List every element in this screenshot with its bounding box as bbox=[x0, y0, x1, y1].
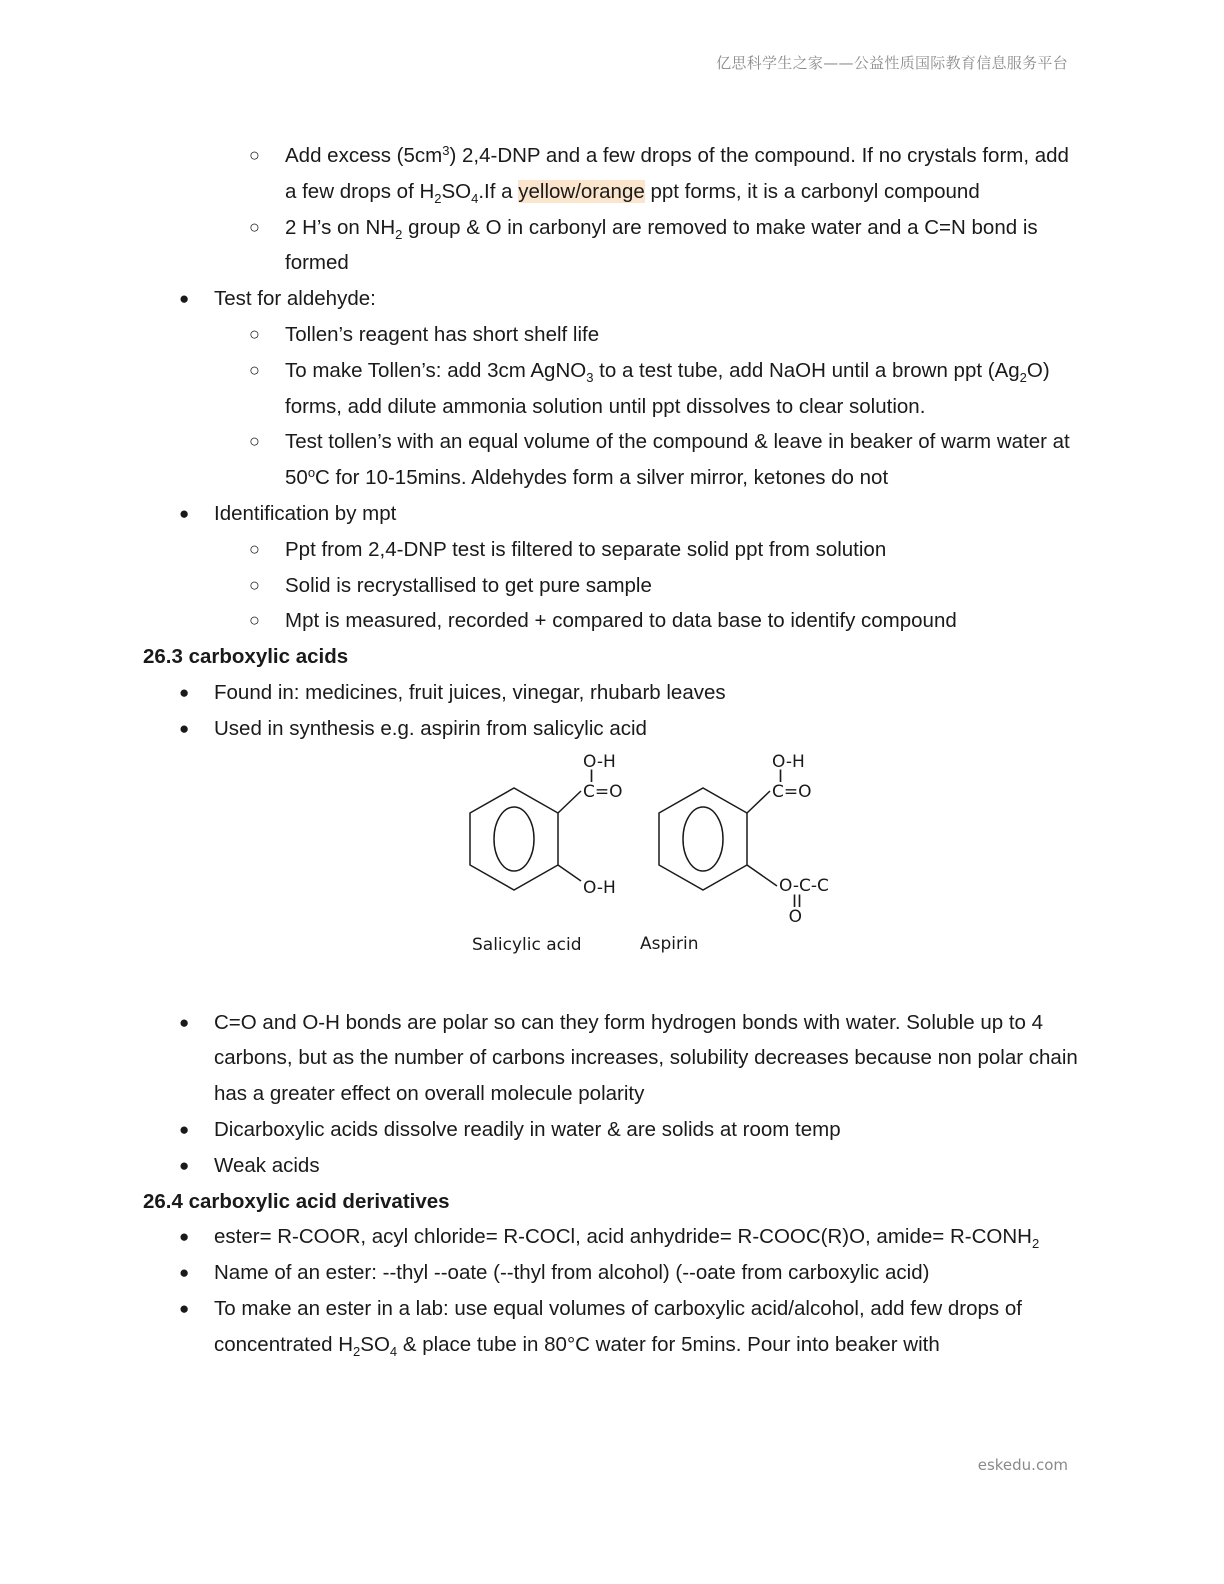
benzene-ring bbox=[659, 788, 747, 890]
filled-bullet: ● bbox=[179, 1155, 190, 1175]
hollow-bullet: ○ bbox=[249, 216, 260, 237]
o-label: O bbox=[788, 906, 802, 927]
section-heading-26-3: 26.3 carboxylic acids bbox=[143, 645, 349, 669]
dnp-mechanism-note: ○ 2 H’s on $NH_2$ group & O in carbonyl are removed to make water and a C=N bond is formed bbox=[143, 210, 1083, 282]
derivative-item: ● ester= R-COOR, acyl chloride= R-COCl, acid anhydride= R-COOC(R)O, amide= $R-CONH_2$ bbox=[143, 1219, 1083, 1255]
filled-bullet: ● bbox=[179, 1119, 190, 1139]
mpt-item: ○ Solid is recrystallised to get pure sample bbox=[143, 568, 1083, 604]
oh-label: O-H bbox=[583, 877, 616, 898]
oh-label: O-H bbox=[772, 751, 805, 772]
filled-bullet: ● bbox=[179, 682, 190, 702]
hollow-bullet: ○ bbox=[249, 359, 260, 380]
bond-label: I bbox=[589, 766, 595, 787]
aldehyde-item: ○ Test tollen’s with an equal volume of the compound & leave in beaker of warm water at 50$^o$C for 10-15mins. Aldehydes form a silver mirror, ketones do not bbox=[143, 424, 1083, 496]
bond-line bbox=[558, 791, 581, 813]
bond-label: I bbox=[778, 766, 784, 787]
salicylic-caption: Salicylic acid bbox=[472, 934, 582, 955]
carboxylic-item: ● Weak acids bbox=[143, 1148, 1083, 1184]
hollow-bullet: ○ bbox=[249, 145, 260, 165]
filled-bullet: ● bbox=[179, 1298, 190, 1318]
salicylic-acid-structure bbox=[470, 752, 623, 955]
footer-site: eskedu.com bbox=[977, 1456, 1068, 1474]
aldehyde-test-title: ● Test for aldehyde: bbox=[143, 281, 1083, 317]
header-watermark: 亿思科学生之家——公益性质国际教育信息服务平台 bbox=[716, 54, 1068, 72]
filled-bullet: ● bbox=[179, 289, 190, 309]
derivative-item: ● Name of an ester: --thyl --oate (--thyl from alcohol) (--oate from carboxylic acid) bbox=[143, 1255, 1083, 1291]
aromatic-circle bbox=[494, 807, 534, 871]
filled-bullet: ● bbox=[179, 1227, 190, 1247]
hollow-bullet: ○ bbox=[249, 538, 260, 559]
bond-line bbox=[558, 865, 581, 881]
bond-line bbox=[747, 791, 770, 813]
hollow-bullet: ○ bbox=[249, 323, 260, 344]
dnp-test-step: ○ Add excess $(5cm^3)$ 2,4-DNP and a few drops of the compound. If no crystals form, add a few drops of $H_2SO_4.If$ a yellow/orange ppt forms, it is a carbonyl compound bbox=[143, 138, 1083, 210]
co-label: C=O bbox=[583, 781, 623, 802]
carboxylic-item: ● Found in: medicines, fruit juices, vinegar, rhubarb leaves bbox=[143, 675, 1083, 711]
aldehyde-item: ○ To make Tollen’s: add 3cm AgNO$_3$ to a test tube, add NaOH until a brown ppt $(Ag_2O)$ forms, add dilute ammonia solution until ppt dissolves to clear solution. bbox=[143, 353, 1083, 425]
aldehyde-item: ○ Tollen’s reagent has short shelf life bbox=[143, 317, 1083, 353]
hollow-bullet: ○ bbox=[249, 574, 260, 595]
oh-label: O-H bbox=[583, 751, 616, 772]
aromatic-circle bbox=[683, 807, 723, 871]
aspirin-caption: Aspirin bbox=[640, 933, 699, 954]
highlighted-text: yellow/orange bbox=[518, 179, 645, 203]
filled-bullet: ● bbox=[179, 1263, 190, 1283]
hollow-bullet: ○ bbox=[249, 431, 260, 452]
structure-diagram bbox=[413, 751, 829, 983]
mpt-item: ○ Mpt is measured, recorded + compared to data base to identify compound bbox=[143, 603, 1083, 639]
filled-bullet: ● bbox=[179, 1012, 190, 1032]
carboxylic-item: ● Dicarboxylic acids dissolve readily in water & are solids at room temp bbox=[143, 1112, 1083, 1148]
carboxylic-item: ● Used in synthesis e.g. aspirin from salicylic acid bbox=[143, 711, 1083, 747]
hollow-bullet: ○ bbox=[249, 610, 260, 631]
occ-label: O-C-C bbox=[779, 875, 829, 896]
aspirin-structure bbox=[640, 752, 829, 954]
co-label: C=O bbox=[772, 781, 812, 802]
salicylic-aspirin-figure bbox=[143, 747, 1083, 1005]
bond-line bbox=[747, 865, 777, 886]
derivative-item: ● To make an ester in a lab: use equal volumes of carboxylic acid/alcohol, add few drops of concentrated $H_2SO_4$ & place tube in 80°C water for 5mins. Pour into beaker with bbox=[143, 1291, 1083, 1363]
double-bond-label: II bbox=[791, 891, 802, 912]
mpt-item: ○ Ppt from 2,4-DNP test is filtered to separate solid ppt from solution bbox=[143, 532, 1083, 568]
filled-bullet: ● bbox=[179, 503, 190, 523]
section-heading-26-4: 26.4 carboxylic acid derivatives bbox=[143, 1189, 450, 1213]
filled-bullet: ● bbox=[179, 718, 190, 738]
document-body bbox=[143, 138, 1083, 1363]
carboxylic-item: ● C=O and O-H bonds are polar so can they form hydrogen bonds with water. Soluble up to 4 carbons, but as the number of carbons increases, solubility decreases because non polar chain has a greater effect on overall molecule polarity bbox=[143, 1005, 1083, 1112]
benzene-ring bbox=[470, 788, 558, 890]
mpt-title: ● Identification by mpt bbox=[143, 496, 1083, 532]
